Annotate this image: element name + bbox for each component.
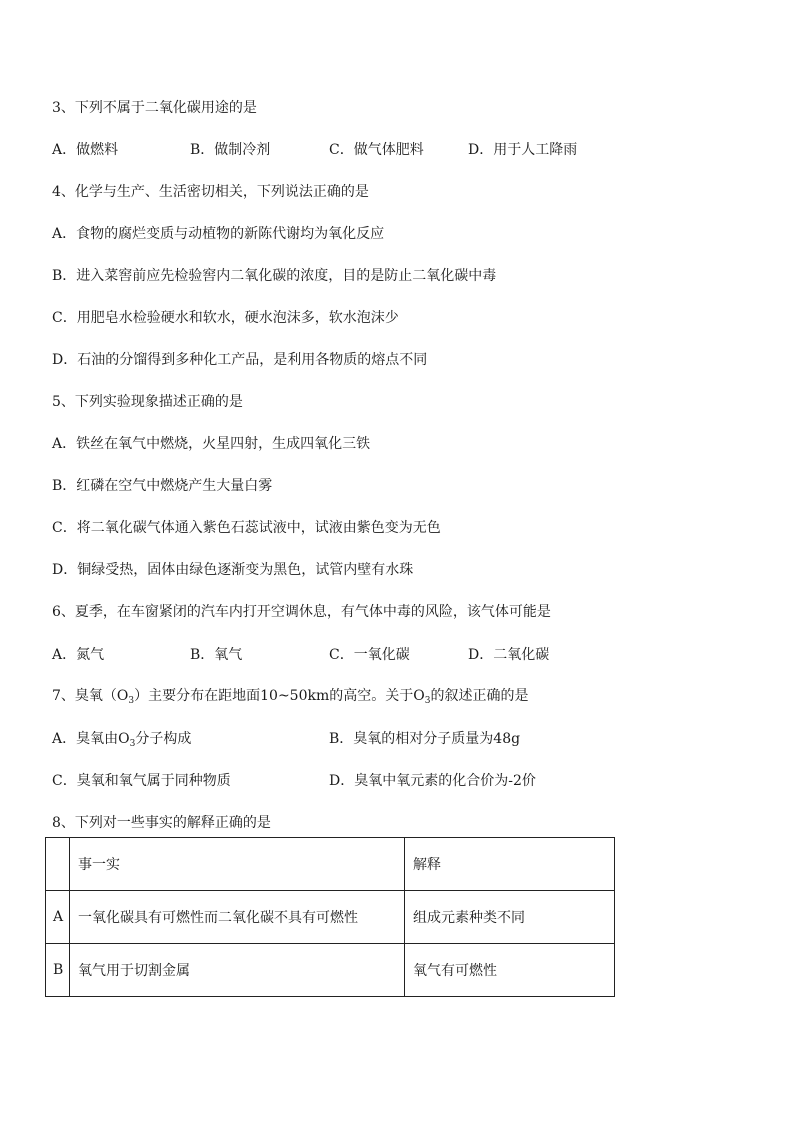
table-cell: A [46,891,70,944]
q7-option-a-part2: 分子构成 [135,731,192,747]
q4-option-b: B．进入菜窖前应先检验窖内二氧化碳的浓度，目的是防止二氧化碳中毒 [52,268,497,284]
table-cell: 组成元素种类不同 [405,891,615,944]
q8-facts-table [45,837,615,997]
q6-option-c: C．一氧化碳 [329,647,410,663]
q7-stem [52,686,528,706]
q7-stem-part1: 7、臭氧（O [52,688,129,704]
q4-stem: 4、化学与生产、生活密切相关，下列说法正确的是 [52,184,369,200]
q7-option-a-subscript: 3 [129,739,136,749]
table-cell: 氧气有可燃性 [405,944,615,997]
q3-option-a: A．做燃料 [52,142,119,158]
table-row [46,891,615,944]
q7-stem-part2: ）主要分布在距地面10~50km的高空。关于O [134,688,425,704]
q6-option-d: D．二氧化碳 [468,647,550,663]
q6-stem: 6、夏季，在车窗紧闭的汽车内打开空调休息，有气体中毒的风险，该气体可能是 [52,604,551,620]
q3-stem: 3、下列不属于二氧化碳用途的是 [52,100,257,116]
table-header-cell: 解释 [405,838,615,891]
table-header-cell: 事一实 [70,838,405,891]
q3-option-b: B．做制冷剂 [190,142,271,158]
q7-option-a [52,729,191,749]
table-header-cell [46,838,70,891]
q4-option-a: A．食物的腐烂变质与动植物的新陈代谢均为氧化反应 [52,226,385,242]
q7-stem-subscript2: 3 [424,696,431,706]
q7-option-d: D．臭氧中氧元素的化合价为-2价 [329,773,536,789]
q5-option-c: C．将二氧化碳气体通入紫色石蕊试液中，试液由紫色变为无色 [52,520,441,536]
table-cell: 一氧化碳具有可燃性而二氧化碳不具有可燃性 [70,891,405,944]
table-header-row [46,838,615,891]
q6-option-a: A．氮气 [52,647,105,663]
q5-option-a: A．铁丝在氧气中燃烧，火星四射，生成四氧化三铁 [52,436,371,452]
q7-stem-subscript1: 3 [128,696,135,706]
q4-option-c: C．用肥皂水检验硬水和软水，硬水泡沫多，软水泡沫少 [52,310,399,326]
q3-option-d: D．用于人工降雨 [468,142,578,158]
q8-stem: 8、下列对一些事实的解释正确的是 [52,815,271,831]
table-row [46,944,615,997]
q3-option-c: C．做气体肥料 [329,142,424,158]
table-cell: B [46,944,70,997]
q7-option-b: B．臭氧的相对分子质量为48g [329,731,521,747]
q4-option-d: D．石油的分馏得到多种化工产品，是利用各物质的熔点不同 [52,352,428,368]
q5-option-d: D．铜绿受热，固体由绿色逐渐变为黑色，试管内壁有水珠 [52,562,414,578]
q5-option-b: B．红磷在空气中燃烧产生大量白雾 [52,478,273,494]
table-cell: 氧气用于切割金属 [70,944,405,997]
q5-stem: 5、下列实验现象描述正确的是 [52,394,243,410]
q7-option-a-part1: A．臭氧由O [52,731,130,747]
q6-option-b: B．氧气 [190,647,243,663]
q7-stem-part3: 的叙述正确的是 [430,688,529,704]
q7-option-c: C．臭氧和氧气属于同种物质 [52,773,231,789]
